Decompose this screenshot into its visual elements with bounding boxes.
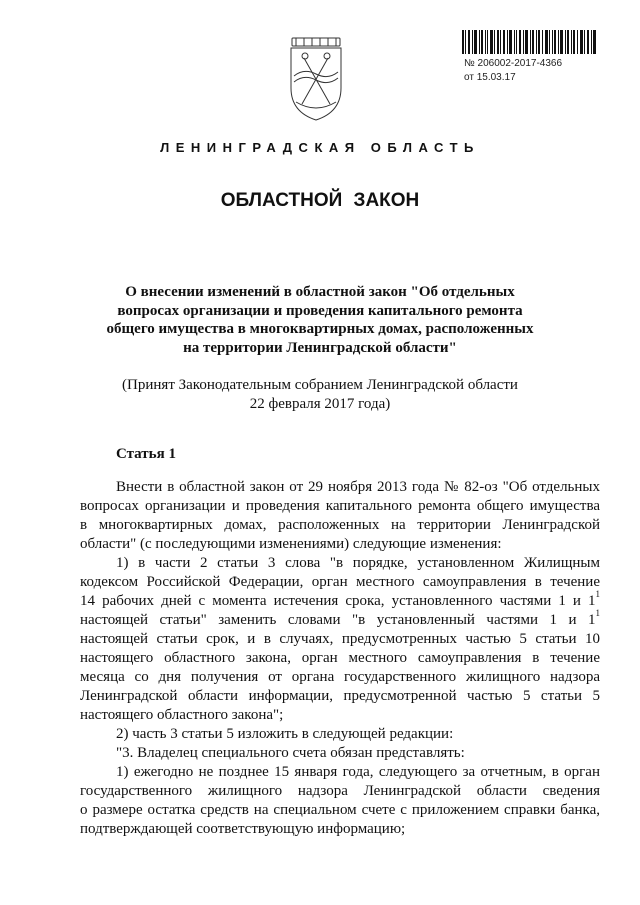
body-line: 1) ежегодно не позднее 15 января года, следующего за отчетным, в орган — [116, 764, 600, 780]
registration-date: от 15.03.17 — [464, 72, 516, 83]
body-line: в многоквартирных домах, расположенных на территории Ленинградской — [80, 517, 600, 533]
body-line: области" (с последующими изменениями) следующие изменения: — [80, 536, 502, 552]
title-line: на территории Ленинградской области" — [183, 339, 457, 356]
body-line: подтверждающей соответствующую информацию; — [80, 821, 406, 837]
article-heading: Статья 1 — [116, 446, 176, 462]
coat-of-arms-emblem — [286, 36, 346, 122]
registration-number: № 206002-2017-4366 — [464, 58, 563, 69]
body-line: государственного жилищного надзора Ленинградской области сведения — [80, 783, 600, 799]
adoption-note — [60, 376, 580, 414]
body-line: Ленинградской области информации, предусмотренной частью 5 статьи 5 — [80, 688, 600, 704]
body-line — [80, 589, 600, 611]
body-line: 1) в части 2 статьи 3 слова "в порядке, установленном Жилищным — [116, 555, 600, 571]
body-line: о размере остатка средств на специальном счете с приложением справки банка, — [80, 802, 600, 818]
superscript: 1 — [595, 589, 600, 599]
title-line: вопросах организации и проведения капитального ремонта — [117, 302, 523, 319]
body-line: "3. Владелец специального счета обязан представлять: — [116, 745, 465, 761]
law-title — [60, 283, 580, 357]
superscript: 1 — [595, 608, 600, 618]
article-body — [80, 478, 600, 839]
body-line: настоящего областного закона"; — [80, 707, 284, 723]
body-text: настоящей статьи" заменить словами "в установленный частями 1 и 1 — [80, 612, 596, 628]
adoption-line: (Принят Законодательным собранием Ленинградской области — [122, 377, 518, 393]
body-line — [80, 608, 600, 630]
body-line: 2) часть 3 статьи 5 изложить в следующей редакции: — [116, 726, 454, 742]
region-heading: ЛЕНИНГРАДСКАЯ ОБЛАСТЬ — [160, 140, 480, 155]
barcode — [462, 30, 596, 54]
title-line: О внесении изменений в областной закон "Об отдельных — [125, 284, 515, 300]
title-line: общего имущества в многоквартирных домах, расположенных — [106, 321, 534, 337]
body-line: настоящей статьи срок, и в случаях, предусмотренных частью 5 статьи 10 — [80, 631, 600, 647]
body-line: месяца со дня получения от органа государственного жилищного надзора — [80, 669, 600, 685]
body-text: 14 рабочих дней с момента истечения срока, установленного частями 1 и 1 — [80, 593, 596, 609]
adoption-line: 22 февраля 2017 года) — [249, 396, 391, 412]
body-line: кодексом Российской Федерации, орган местного самоуправления в течение — [80, 574, 600, 590]
body-line: настоящего областного закона, орган местного самоуправления в течение — [80, 650, 600, 666]
document-type: ОБЛАСТНОЙ ЗАКОН — [220, 190, 420, 211]
body-line: вопросах организации и проведения капитального ремонта общего имущества — [80, 498, 600, 514]
body-line: Внести в областной закон от 29 ноября 2013 года № 82-оз "Об отдельных — [116, 479, 600, 495]
